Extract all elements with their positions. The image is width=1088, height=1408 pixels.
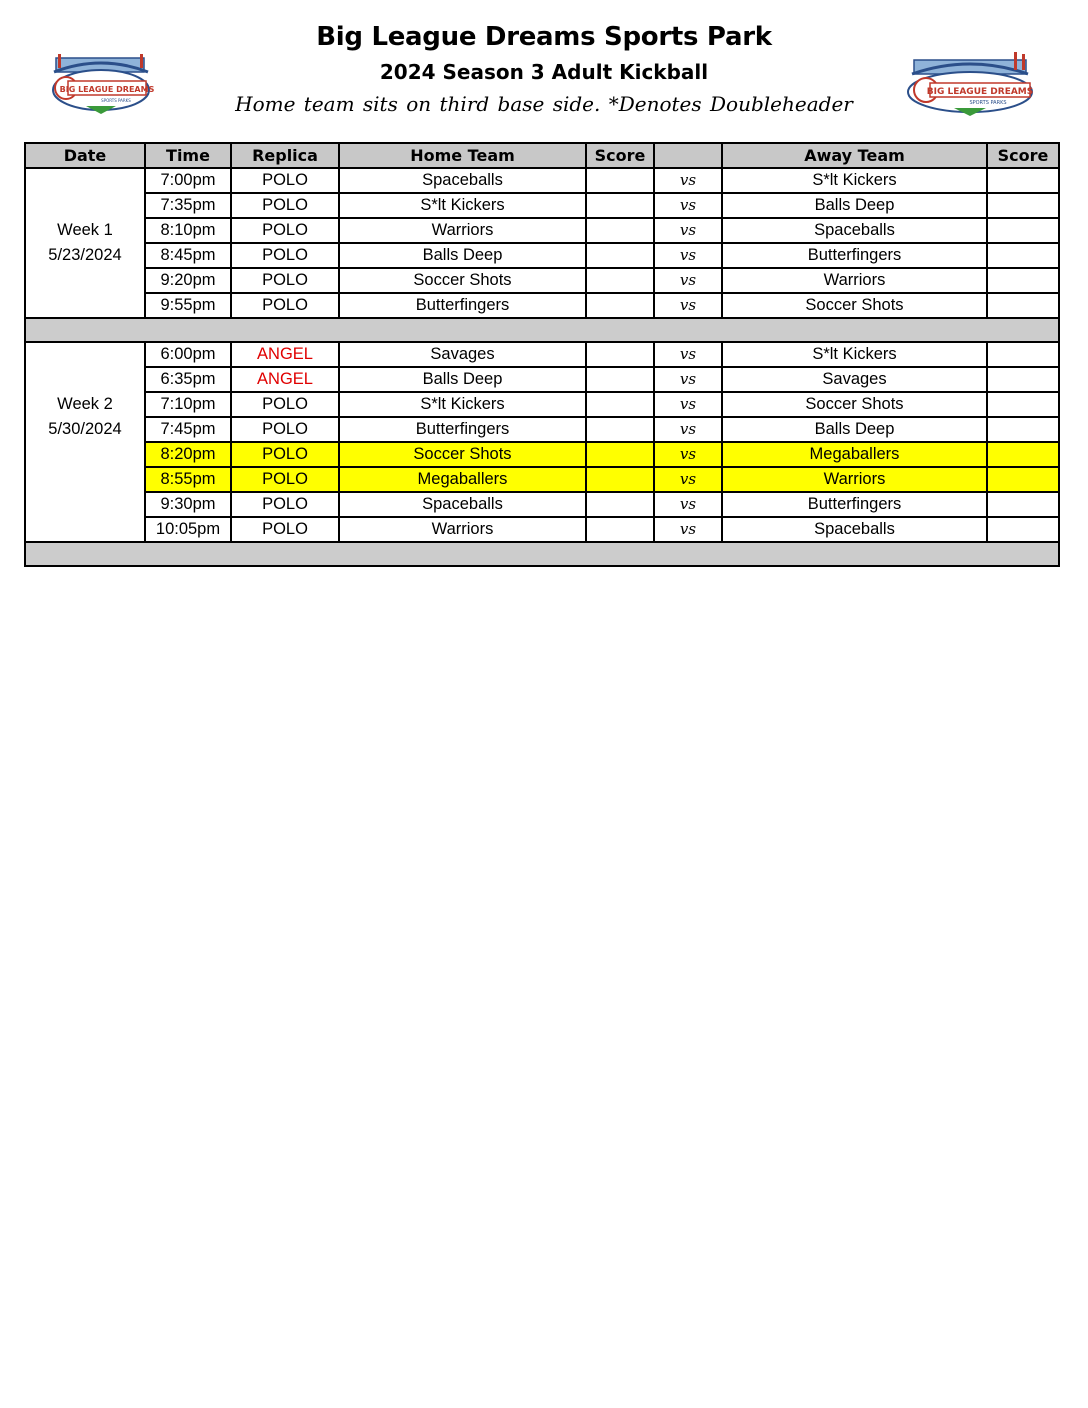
vs-label: vs	[679, 345, 697, 363]
vs-label: vs	[679, 520, 697, 538]
home-score-cell	[586, 193, 654, 218]
week-separator	[25, 542, 1059, 566]
vs-label: vs	[679, 445, 697, 463]
time-cell: 8:45pm	[145, 243, 231, 268]
column-header-replica: Replica	[231, 143, 339, 168]
table-row	[25, 492, 1059, 517]
time-cell: 9:55pm	[145, 293, 231, 318]
away-score-cell	[987, 442, 1059, 467]
date-cell	[25, 342, 145, 367]
replica-cell: POLO	[231, 168, 339, 193]
table-row	[25, 168, 1059, 193]
home-score-cell	[586, 442, 654, 467]
home-score-cell	[586, 417, 654, 442]
table-row	[25, 193, 1059, 218]
time-cell: 6:35pm	[145, 367, 231, 392]
replica-cell: POLO	[231, 467, 339, 492]
vs-cell	[654, 367, 722, 392]
home-score-cell	[586, 218, 654, 243]
away-score-cell	[987, 168, 1059, 193]
table-row	[25, 243, 1059, 268]
home-team-cell: S*lt Kickers	[339, 193, 586, 218]
vs-cell	[654, 293, 722, 318]
away-team-cell: Spaceballs	[722, 218, 987, 243]
home-team-cell: S*lt Kickers	[339, 392, 586, 417]
home-score-cell	[586, 392, 654, 417]
column-header-home-team: Home Team	[339, 143, 586, 168]
column-header-vs	[654, 143, 722, 168]
away-score-cell	[987, 193, 1059, 218]
vs-label: vs	[679, 271, 697, 289]
time-cell: 7:00pm	[145, 168, 231, 193]
home-team-cell: Spaceballs	[339, 492, 586, 517]
week-separator-row	[25, 318, 1059, 342]
replica-cell: POLO	[231, 193, 339, 218]
table-row	[25, 392, 1059, 417]
date-cell	[25, 168, 145, 193]
home-team-cell: Spaceballs	[339, 168, 586, 193]
time-cell: 6:00pm	[145, 342, 231, 367]
time-cell: 7:35pm	[145, 193, 231, 218]
home-score-cell	[586, 342, 654, 367]
vs-label: vs	[679, 470, 697, 488]
home-score-cell	[586, 467, 654, 492]
column-header-date: Date	[25, 143, 145, 168]
away-team-cell: Warriors	[722, 467, 987, 492]
date-cell	[25, 442, 145, 467]
page-subtitle: 2024 Season 3 Adult Kickball	[379, 60, 709, 84]
vs-cell	[654, 193, 722, 218]
table-row	[25, 342, 1059, 367]
table-header-row	[25, 143, 1059, 168]
away-team-cell: Savages	[722, 367, 987, 392]
away-team-cell: S*lt Kickers	[722, 168, 987, 193]
vs-cell	[654, 517, 722, 542]
home-team-cell: Megaballers	[339, 467, 586, 492]
vs-label: vs	[679, 221, 697, 239]
away-team-cell: Butterfingers	[722, 243, 987, 268]
vs-label: vs	[679, 171, 697, 189]
away-team-cell: Warriors	[722, 268, 987, 293]
time-cell: 9:20pm	[145, 268, 231, 293]
vs-cell	[654, 218, 722, 243]
schedule-body	[25, 168, 1059, 566]
replica-cell: POLO	[231, 417, 339, 442]
away-score-cell	[987, 517, 1059, 542]
home-score-cell	[586, 168, 654, 193]
home-score-cell	[586, 243, 654, 268]
date-cell: Week 2	[25, 392, 145, 417]
replica-cell: ANGEL	[231, 342, 339, 367]
time-cell: 8:55pm	[145, 467, 231, 492]
away-team-cell: Soccer Shots	[722, 392, 987, 417]
column-header-home-score: Score	[586, 143, 654, 168]
table-row	[25, 293, 1059, 318]
away-team-cell: Megaballers	[722, 442, 987, 467]
vs-label: vs	[679, 296, 697, 314]
replica-cell: POLO	[231, 218, 339, 243]
home-score-cell	[586, 492, 654, 517]
home-team-cell: Butterfingers	[339, 293, 586, 318]
table-row	[25, 218, 1059, 243]
vs-label: vs	[679, 495, 697, 513]
away-score-cell	[987, 467, 1059, 492]
time-cell: 7:10pm	[145, 392, 231, 417]
vs-cell	[654, 442, 722, 467]
away-team-cell: S*lt Kickers	[722, 342, 987, 367]
page-header	[0, 0, 1088, 130]
replica-cell: POLO	[231, 392, 339, 417]
vs-label: vs	[679, 196, 697, 214]
home-team-cell: Savages	[339, 342, 586, 367]
column-header-time: Time	[145, 143, 231, 168]
time-cell: 10:05pm	[145, 517, 231, 542]
away-score-cell	[987, 367, 1059, 392]
replica-cell: POLO	[231, 517, 339, 542]
table-row	[25, 517, 1059, 542]
date-cell	[25, 367, 145, 392]
away-score-cell	[987, 268, 1059, 293]
vs-cell	[654, 168, 722, 193]
home-team-cell: Warriors	[339, 218, 586, 243]
away-score-cell	[987, 243, 1059, 268]
column-header-away-score: Score	[987, 143, 1059, 168]
replica-cell: ANGEL	[231, 367, 339, 392]
table-row	[25, 367, 1059, 392]
svg-text:BIG LEAGUE DREAMS: BIG LEAGUE DREAMS	[926, 87, 1034, 97]
vs-cell	[654, 392, 722, 417]
date-cell	[25, 268, 145, 293]
home-team-cell: Butterfingers	[339, 417, 586, 442]
vs-cell	[654, 268, 722, 293]
time-cell: 8:10pm	[145, 218, 231, 243]
home-team-cell: Warriors	[339, 517, 586, 542]
home-score-cell	[586, 268, 654, 293]
svg-text:BIG LEAGUE DREAMS: BIG LEAGUE DREAMS	[59, 85, 155, 94]
replica-cell: POLO	[231, 243, 339, 268]
vs-label: vs	[679, 395, 697, 413]
replica-cell: POLO	[231, 293, 339, 318]
time-cell: 7:45pm	[145, 417, 231, 442]
date-cell	[25, 492, 145, 517]
home-score-cell	[586, 517, 654, 542]
replica-cell: POLO	[231, 268, 339, 293]
time-cell: 9:30pm	[145, 492, 231, 517]
home-team-cell: Balls Deep	[339, 367, 586, 392]
table-row	[25, 442, 1059, 467]
replica-cell: POLO	[231, 442, 339, 467]
away-team-cell: Balls Deep	[722, 193, 987, 218]
table-row	[25, 268, 1059, 293]
big-league-dreams-logo-right	[902, 50, 1038, 120]
svg-text:SPORTS PARKS: SPORTS PARKS	[101, 98, 131, 103]
vs-label: vs	[679, 370, 697, 388]
date-cell: Week 1	[25, 218, 145, 243]
seating-note: Home team sits on third base side. *Denotes Doubleheader	[235, 92, 853, 116]
away-score-cell	[987, 342, 1059, 367]
replica-cell: POLO	[231, 492, 339, 517]
date-cell	[25, 467, 145, 492]
page-title: Big League Dreams Sports Park	[316, 22, 772, 52]
table-row	[25, 467, 1059, 492]
home-score-cell	[586, 293, 654, 318]
home-team-cell: Balls Deep	[339, 243, 586, 268]
week-separator	[25, 318, 1059, 342]
vs-cell	[654, 492, 722, 517]
away-score-cell	[987, 218, 1059, 243]
home-team-cell: Soccer Shots	[339, 442, 586, 467]
vs-cell	[654, 417, 722, 442]
time-cell: 8:20pm	[145, 442, 231, 467]
date-cell	[25, 517, 145, 542]
home-team-cell: Soccer Shots	[339, 268, 586, 293]
away-score-cell	[987, 417, 1059, 442]
schedule-table	[24, 142, 1060, 567]
home-score-cell	[586, 367, 654, 392]
away-team-cell: Soccer Shots	[722, 293, 987, 318]
vs-label: vs	[679, 246, 697, 264]
away-team-cell: Butterfingers	[722, 492, 987, 517]
away-score-cell	[987, 293, 1059, 318]
table-row	[25, 417, 1059, 442]
vs-cell	[654, 467, 722, 492]
date-cell	[25, 293, 145, 318]
vs-cell	[654, 342, 722, 367]
svg-text:SPORTS PARKS: SPORTS PARKS	[969, 100, 1007, 106]
week-separator-row	[25, 542, 1059, 566]
date-cell	[25, 193, 145, 218]
vs-label: vs	[679, 420, 697, 438]
vs-cell	[654, 243, 722, 268]
column-header-away-team: Away Team	[722, 143, 987, 168]
away-team-cell: Spaceballs	[722, 517, 987, 542]
away-score-cell	[987, 492, 1059, 517]
away-team-cell: Balls Deep	[722, 417, 987, 442]
away-score-cell	[987, 392, 1059, 417]
date-cell: 5/30/2024	[25, 417, 145, 442]
date-cell: 5/23/2024	[25, 243, 145, 268]
